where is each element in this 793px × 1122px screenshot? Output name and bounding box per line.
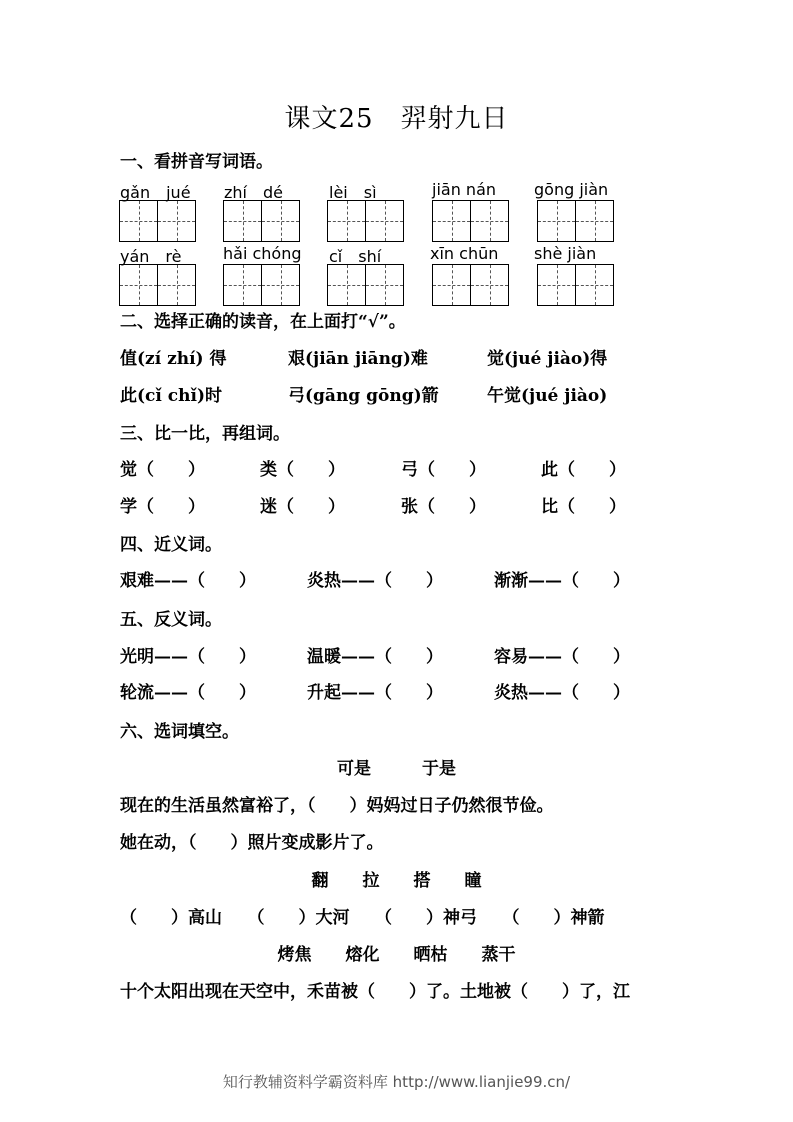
compare-item: 迷（ ） (260, 497, 345, 517)
compare-item: 比（ ） (541, 497, 626, 517)
writing-grid (223, 264, 299, 306)
writing-grid (432, 200, 508, 242)
reading-item: 艰(jiān jiāng)难 (288, 349, 428, 369)
writing-grid (432, 264, 508, 306)
compare-item: 类（ ） (260, 460, 345, 480)
synonym-item: 渐渐——（ ） (494, 571, 630, 591)
writing-grid (327, 200, 403, 242)
section-4-heading: 四、近义词。 (120, 535, 222, 555)
writing-grid (537, 200, 613, 242)
antonym-item: 容易——（ ） (494, 647, 630, 667)
section-5-heading: 五、反义词。 (120, 610, 222, 630)
pinyin-2-2: hǎi chóng (223, 244, 302, 263)
synonym-item: 炎热——（ ） (307, 571, 443, 591)
pinyin-2-3: cǐ shí (329, 247, 382, 266)
section-3-heading: 三、比一比，再组词。 (120, 424, 290, 444)
reading-item: 值(zí zhí) 得 (120, 349, 227, 369)
writing-grid (223, 200, 299, 242)
footer-watermark: 知行教辅资料学霸资料库 http://www.lianjie99.cn/ (222, 1073, 571, 1091)
reading-item: 弓(gāng gōng)箭 (288, 386, 439, 406)
section-6-heading: 六、选词填空。 (120, 722, 239, 742)
page-title: 课文25 羿射九日 (284, 104, 509, 134)
pinyin-1-2: zhí dé (224, 183, 283, 202)
antonym-item: 炎热——（ ） (494, 683, 630, 703)
fill-sentence-3: 十个太阳出现在天空中，禾苗被（ ）了。土地被（ ）了，江 (120, 982, 630, 1002)
compare-item: 此（ ） (541, 460, 626, 480)
antonym-item: 光明——（ ） (120, 647, 256, 667)
writing-grid (119, 264, 195, 306)
pinyin-2-4: xīn chūn (430, 244, 499, 263)
compare-item: 学（ ） (120, 497, 205, 517)
compare-item: 弓（ ） (401, 460, 486, 480)
fill-sentence-2: 她在动，（ ）照片变成影片了。 (120, 833, 384, 853)
reading-item: 此(cǐ chǐ)时 (120, 386, 222, 406)
compare-item: 张（ ） (401, 497, 486, 517)
pinyin-1-4: jiān nán (432, 180, 497, 199)
section-1-heading: 一、看拼音写词语。 (120, 152, 273, 172)
pinyin-2-5: shè jiàn (534, 244, 597, 263)
pinyin-2-1: yán rè (120, 247, 182, 266)
pinyin-1-5: gōng jiàn (534, 180, 609, 199)
writing-grid (327, 264, 403, 306)
antonym-item: 温暖——（ ） (307, 647, 443, 667)
fill-sentence-1: 现在的生活虽然富裕了，（ ）妈妈过日子仍然很节俭。 (120, 796, 554, 816)
reading-item: 午觉(jué jiào) (487, 386, 608, 406)
compare-item: 觉（ ） (120, 460, 205, 480)
word-options-2: 翻 拉 搭 瞳 (311, 871, 482, 891)
writing-grid (119, 200, 195, 242)
word-options-3: 烤焦 熔化 晒枯 蒸干 (277, 945, 516, 965)
reading-item: 觉(jué jiào)得 (487, 349, 608, 369)
antonym-item: 升起——（ ） (307, 683, 443, 703)
synonym-item: 艰难——（ ） (120, 571, 256, 591)
writing-grid (537, 264, 613, 306)
word-options-1: 可是 于是 (337, 759, 456, 779)
pinyin-1-3: lèi sì (329, 183, 377, 202)
antonym-item: 轮流——（ ） (120, 683, 256, 703)
section-2-heading: 二、选择正确的读音，在上面打“√”。 (120, 312, 406, 332)
fill-phrase-line: （ ）高山 （ ）大河 （ ）神弓 （ ）神箭 (120, 908, 605, 928)
pinyin-1-1: gǎn jué (120, 183, 191, 202)
